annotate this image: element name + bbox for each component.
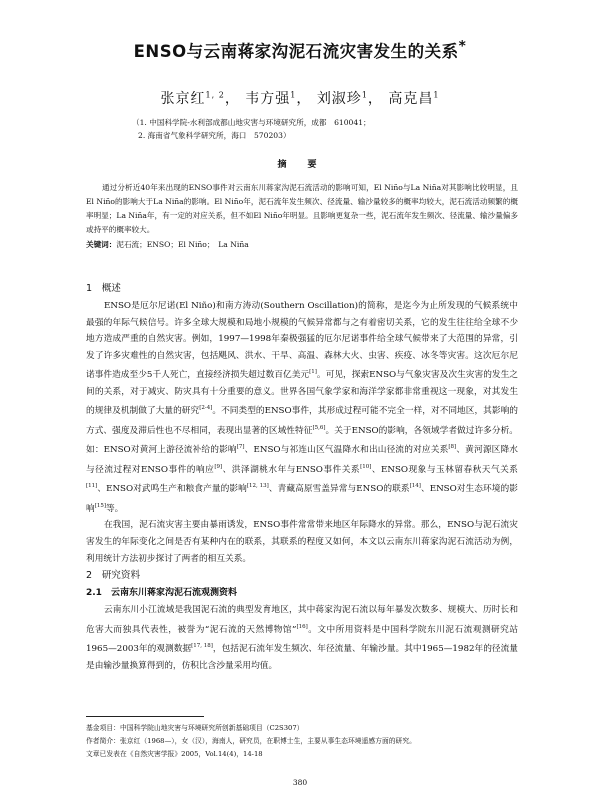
author-affil-mark: 1 bbox=[361, 90, 368, 100]
citation: [5,6] bbox=[312, 424, 326, 431]
abstract-text: 通过分析近40年来出现的ENSO事件对云南东川蒋家沟泥石流活动的影响可知，El Niño与La Niña对其影响比较明显，且El Niño的影响大于La Niña的影响。El Niño年，泥石流年发生频次、径流量、输沙量较多的概率均较大，泥石流活动频繁的概率明显；La Niña年，有一定的对应关系，但不如El Niño年明显。且影响更复杂一些，泥石流年发生频次、径流量、输沙量偏多或持平的概率较大。 bbox=[86, 183, 518, 234]
body-paragraph: 云南东川小江流域是我国泥石流的典型发育地区，其中蒋家沟泥石流以每年暴发次数多、规模大、历时长和危害大而独具代表性，被誉为“泥石流的天然博物馆”[16]。文中所用资料是中国科学院东川泥石流观测研究站1965—2003年的观测数据[17, 18]，包括泥石流年发生频次、年径流量、年输沙量。其中1965—1982年的径流量是由输沙量换算得到的，仿积比含沙量采用均值。 bbox=[86, 605, 519, 671]
citation: [1] bbox=[309, 369, 317, 376]
footnotes bbox=[86, 722, 518, 761]
subsection-heading: 2.1 云南东川蒋家沟泥石流观测资料 bbox=[86, 588, 237, 599]
citation: [17, 18] bbox=[191, 643, 213, 650]
citation: [7] bbox=[236, 444, 245, 451]
keywords-line bbox=[86, 238, 518, 252]
author-separator: ， bbox=[367, 91, 383, 107]
author-affil-mark: 1 bbox=[290, 90, 297, 100]
author-separator: ， bbox=[296, 91, 312, 107]
section-heading: 2 研究资料 bbox=[86, 570, 141, 582]
footnote-line: 作者简介：张京红（1968—），女（汉），海南人，研究员，在职博士生，主要从事生态环境遥感方面的研究。 bbox=[86, 737, 416, 745]
paper-title: ENSO与云南蒋家沟泥石流灾害发生的关系* bbox=[133, 38, 467, 61]
footnote-divider bbox=[86, 716, 204, 717]
author-line bbox=[0, 88, 600, 108]
affiliations bbox=[132, 116, 492, 142]
citation: [11] bbox=[86, 483, 98, 490]
keywords-label: 关键词： bbox=[86, 240, 117, 249]
footnote-line: 基金项目：中国科学院山地灾害与环境研究所创新基础项目（C2S307） bbox=[86, 724, 304, 732]
citation: [8] bbox=[448, 444, 457, 451]
citation: [14] bbox=[409, 483, 421, 490]
main-body bbox=[86, 280, 518, 674]
section-heading: 1 概述 bbox=[86, 283, 121, 294]
body-paragraph: ENSO是厄尔尼诺(El Niño)和南方涛动(Southern Oscillation)的简称，是迄今为止所发现的气候系统中最强的年际气候信号。许多全球大规模和局地小规模的气候异常都与之有着密切关系，它的发生往往给全球不少地方造成严重的自然灾害。例如，1997—1998年秦极强猛的厄尔尼诺事件给全球气候带来了大范围的异常，引发了许多灾难性的自然灾害，包括飓风、洪水、干旱、高温、森林大火、虫害、疾疫、冰冬等灾害。这次厄尔尼诺事件造成至少5千人死亡，直接经济损失超过数百亿美元[1]。可见，探索ENSO与气象灾害及次生灾害的发生之间的关系，对于减灾、防灾具有十分重要的意义。世界各国气象学家和海洋学家都非常重视这一现象，对其发生的规律及机制做了大量的研究[2-4]。不同类型的ENSO事件，其形成过程可能不完全一样，对不同地区，其影响的方式、强度及滞后性也不尽相同，表现出显著的区域性特征[5,6]。关于ENSO的影响，各领域学者做过许多分析。如：ENSO对黄河上游径流补给的影响[7]、ENSO与祁连山区气温降水和出山径流的对应关系[8]、黄河源区降水与径流过程对ENSO事件的响应[9]、洪泽湖桃水年与ENSO事件关系[10]、ENSO现象与玉林留春秋天气关系[11]、ENSO对武鸣生产和粮食产量的影响[12, 13]、青藏高原雪盖异常与ENSO的联系[14]、ENSO对生态环境的影响[15]等。 bbox=[86, 301, 518, 514]
author-name: 刘淑珍 bbox=[316, 91, 362, 107]
abstract-heading: 摘 要 bbox=[277, 160, 323, 170]
author-separator: ， bbox=[224, 91, 240, 107]
page-number: 380 bbox=[292, 778, 308, 787]
citation: [9] bbox=[214, 463, 223, 470]
citation: [10] bbox=[360, 463, 372, 470]
author-affil-mark: 1 bbox=[433, 90, 440, 100]
affiliation-line: （1. 中国科学院-水利部成都山地灾害与环境研究所，成都 610041； bbox=[132, 118, 371, 127]
author-name: 张京红 bbox=[160, 91, 206, 107]
abstract-block bbox=[86, 181, 518, 252]
citation: [2-4] bbox=[199, 405, 213, 412]
body-paragraph: 在我国，泥石流灾害主要由暴雨诱发，ENSO事件常常带来地区年际降水的异常。那么，ENSO与泥石流灾害发生的年际变化之间是否有某种内在的联系，其联系的程度又如何，本文以云南东川蒋家沟泥石流活动为例，利用统计方法初步探讨了两者的相互关系。 bbox=[86, 520, 518, 564]
footnote-line: 文章已发表在《自然灾害学报》2005，Vol.14(4)，14-18 bbox=[86, 750, 263, 758]
author-name: 韦方强 bbox=[245, 91, 291, 107]
author-name: 高克昌 bbox=[388, 91, 434, 107]
citation: [12, 13] bbox=[246, 483, 269, 490]
affiliation-line: 2. 海南省气象科学研究所，海口 570203） bbox=[138, 131, 291, 140]
citation: [16] bbox=[296, 623, 308, 630]
title-footnote-mark: * bbox=[458, 38, 467, 55]
citation: [15] bbox=[94, 502, 106, 509]
keywords-value: 泥石流；ENSO；El Niño； La Niña bbox=[116, 240, 249, 249]
author-affil-mark: 1, 2 bbox=[205, 90, 225, 100]
